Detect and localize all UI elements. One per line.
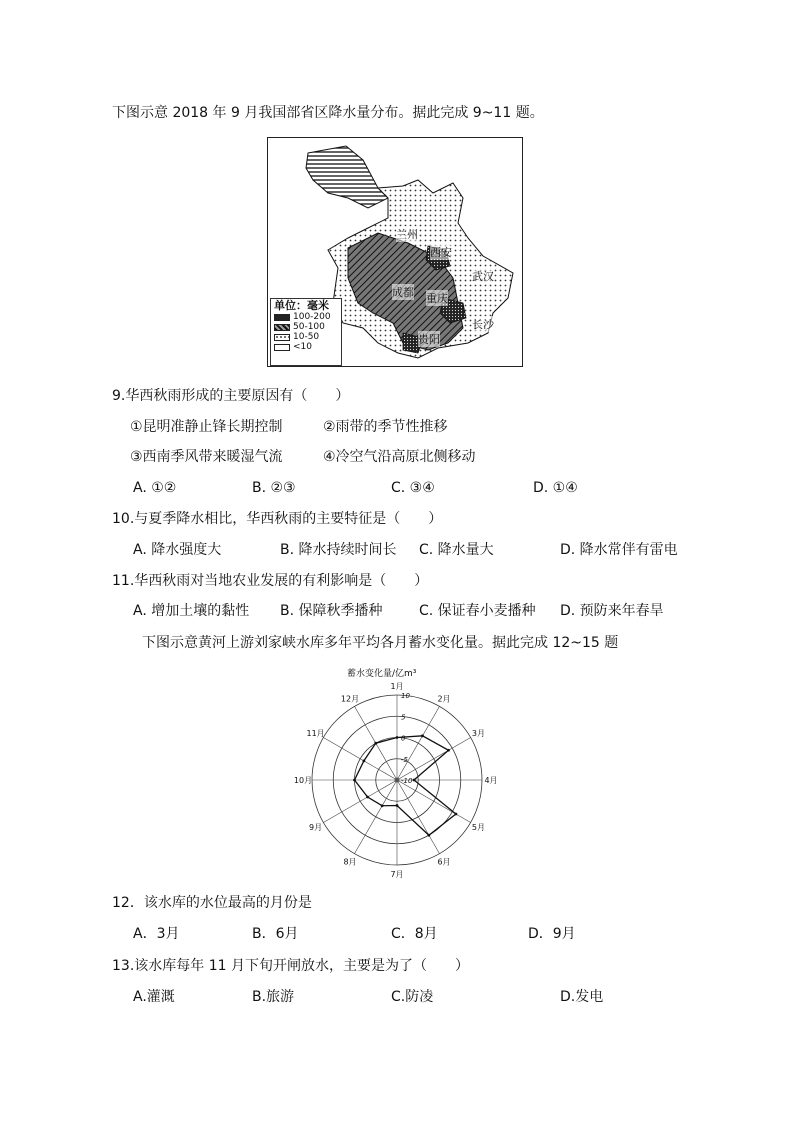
q9-item-1: ①昆明准静止锋长期控制 (130, 419, 283, 435)
legend-row (274, 342, 341, 352)
month-label: 6月 (437, 857, 451, 867)
q11-stem: 11.华西秋雨对当地农业发展的有利影响是（ ） (112, 573, 429, 589)
legend-label: <10 (293, 341, 312, 352)
q10-option-d[interactable]: D. 降水常伴有雷电 (560, 542, 678, 558)
polar-spoke (397, 738, 471, 781)
data-point (353, 779, 356, 782)
legend-swatch (274, 324, 290, 331)
month-label: 12月 (340, 694, 360, 704)
data-point (427, 834, 430, 837)
data-point (381, 804, 384, 807)
data-point (366, 796, 369, 799)
q10-option-c[interactable]: C. 降水量大 (419, 542, 494, 558)
legend-swatch (274, 344, 290, 351)
q12-option-a[interactable]: A．3月 (133, 926, 180, 942)
q13-stem: 13.该水库每年 11 月下旬开闸放水，主要是为了（ ） (112, 958, 469, 974)
storage-polar-chart (292, 662, 502, 884)
q13-option-d[interactable]: D.发电 (560, 989, 604, 1005)
data-point (396, 736, 399, 739)
chart-title: 蓄水变化量/亿m³ (347, 669, 417, 679)
q9-option-d[interactable]: D. ①④ (533, 480, 578, 496)
legend-title: 单位：毫米 (274, 299, 329, 312)
legend-swatch (274, 334, 290, 341)
polar-chart-svg (292, 662, 502, 880)
map-legend (270, 298, 342, 366)
legend-row (274, 332, 341, 342)
legend-label: 50-100 (293, 321, 325, 332)
city-lanzhou: 兰州 (396, 228, 418, 241)
data-point (396, 804, 399, 807)
q13-option-c[interactable]: C.防凌 (391, 989, 434, 1005)
city-wuhan: 武汉 (472, 270, 494, 283)
radial-tick-label: 10 (401, 692, 410, 700)
data-point (362, 759, 365, 762)
q11-option-a[interactable]: A. 增加土壤的黏性 (133, 603, 250, 619)
q11-option-c[interactable]: C. 保证春小麦播种 (419, 603, 536, 619)
city-chengdu: 成都 (392, 286, 414, 299)
city-xian: 西安 (430, 246, 452, 259)
radial-tick-label: -10 (401, 777, 413, 785)
q13-option-b[interactable]: B.旅游 (252, 989, 295, 1005)
q12-stem: 12．该水库的水位最高的月份是 (112, 895, 312, 911)
city-guiyang: 贵阳 (418, 333, 440, 346)
legend-row (274, 322, 341, 332)
month-label: 11月 (306, 729, 325, 738)
month-label: 8月 (343, 857, 357, 867)
radial-tick-label: 5 (401, 713, 406, 722)
q9-stem: 9.华西秋雨形成的主要原因有（ ） (112, 388, 350, 404)
q12-option-b[interactable]: B．6月 (252, 926, 299, 942)
data-point (413, 779, 416, 782)
polar-spoke (355, 780, 398, 854)
month-label: 7月 (390, 870, 404, 879)
map-intro-text: 下图示意 2018 年 9 月我国部省区降水量分布。据此完成 9~11 题。 (112, 105, 544, 121)
radial-tick-label: -5 (401, 755, 408, 764)
month-label: 2月 (437, 694, 451, 704)
month-label: 1月 (390, 682, 404, 691)
data-point (454, 813, 457, 816)
month-label: 9月 (309, 823, 323, 832)
city-changsha: 长沙 (472, 318, 494, 331)
month-label: 3月 (471, 729, 485, 738)
q9-option-c[interactable]: C. ③④ (391, 480, 435, 496)
chart-intro-text: 下图示意黄河上游刘家峡水库多年平均各月蓄水变化量。据此完成 12~15 题 (142, 635, 619, 651)
data-point (447, 749, 450, 752)
q9-option-b[interactable]: B. ②③ (252, 480, 296, 496)
q10-stem: 10.与夏季降水相比，华西秋雨的主要特征是（ ） (112, 511, 443, 527)
region-lt10 (306, 146, 388, 208)
q9-item-2: ②雨带的季节性推移 (323, 419, 448, 435)
city-chongqing: 重庆 (426, 292, 448, 305)
data-point (421, 734, 424, 737)
legend-swatch (274, 314, 290, 321)
q12-option-d[interactable]: D．9月 (528, 926, 576, 942)
month-label: 10月 (293, 776, 313, 785)
q9-item-4: ④冷空气沿高原北侧移动 (323, 449, 476, 465)
data-series-line (355, 736, 456, 835)
q13-option-a[interactable]: A.灌溉 (133, 989, 175, 1005)
q11-option-d[interactable]: D. 预防来年春旱 (560, 603, 664, 619)
polar-spoke (397, 780, 440, 854)
legend-row (274, 312, 341, 322)
data-point (374, 742, 377, 745)
precipitation-map (267, 137, 523, 367)
polar-spoke (323, 738, 397, 781)
q12-option-c[interactable]: C．8月 (391, 926, 438, 942)
q9-option-a[interactable]: A. ①② (133, 480, 177, 496)
radial-tick-label: 0 (401, 734, 406, 743)
q10-option-b[interactable]: B. 降水持续时间长 (280, 542, 397, 558)
q9-item-3: ③西南季风带来暖湿气流 (130, 449, 283, 465)
legend-label: 100-200 (293, 311, 331, 322)
month-label: 5月 (471, 823, 485, 832)
q11-option-b[interactable]: B. 保障秋季播种 (280, 603, 383, 619)
month-label: 4月 (484, 776, 498, 785)
legend-label: 10-50 (293, 331, 320, 342)
q10-option-a[interactable]: A. 降水强度大 (133, 542, 222, 558)
